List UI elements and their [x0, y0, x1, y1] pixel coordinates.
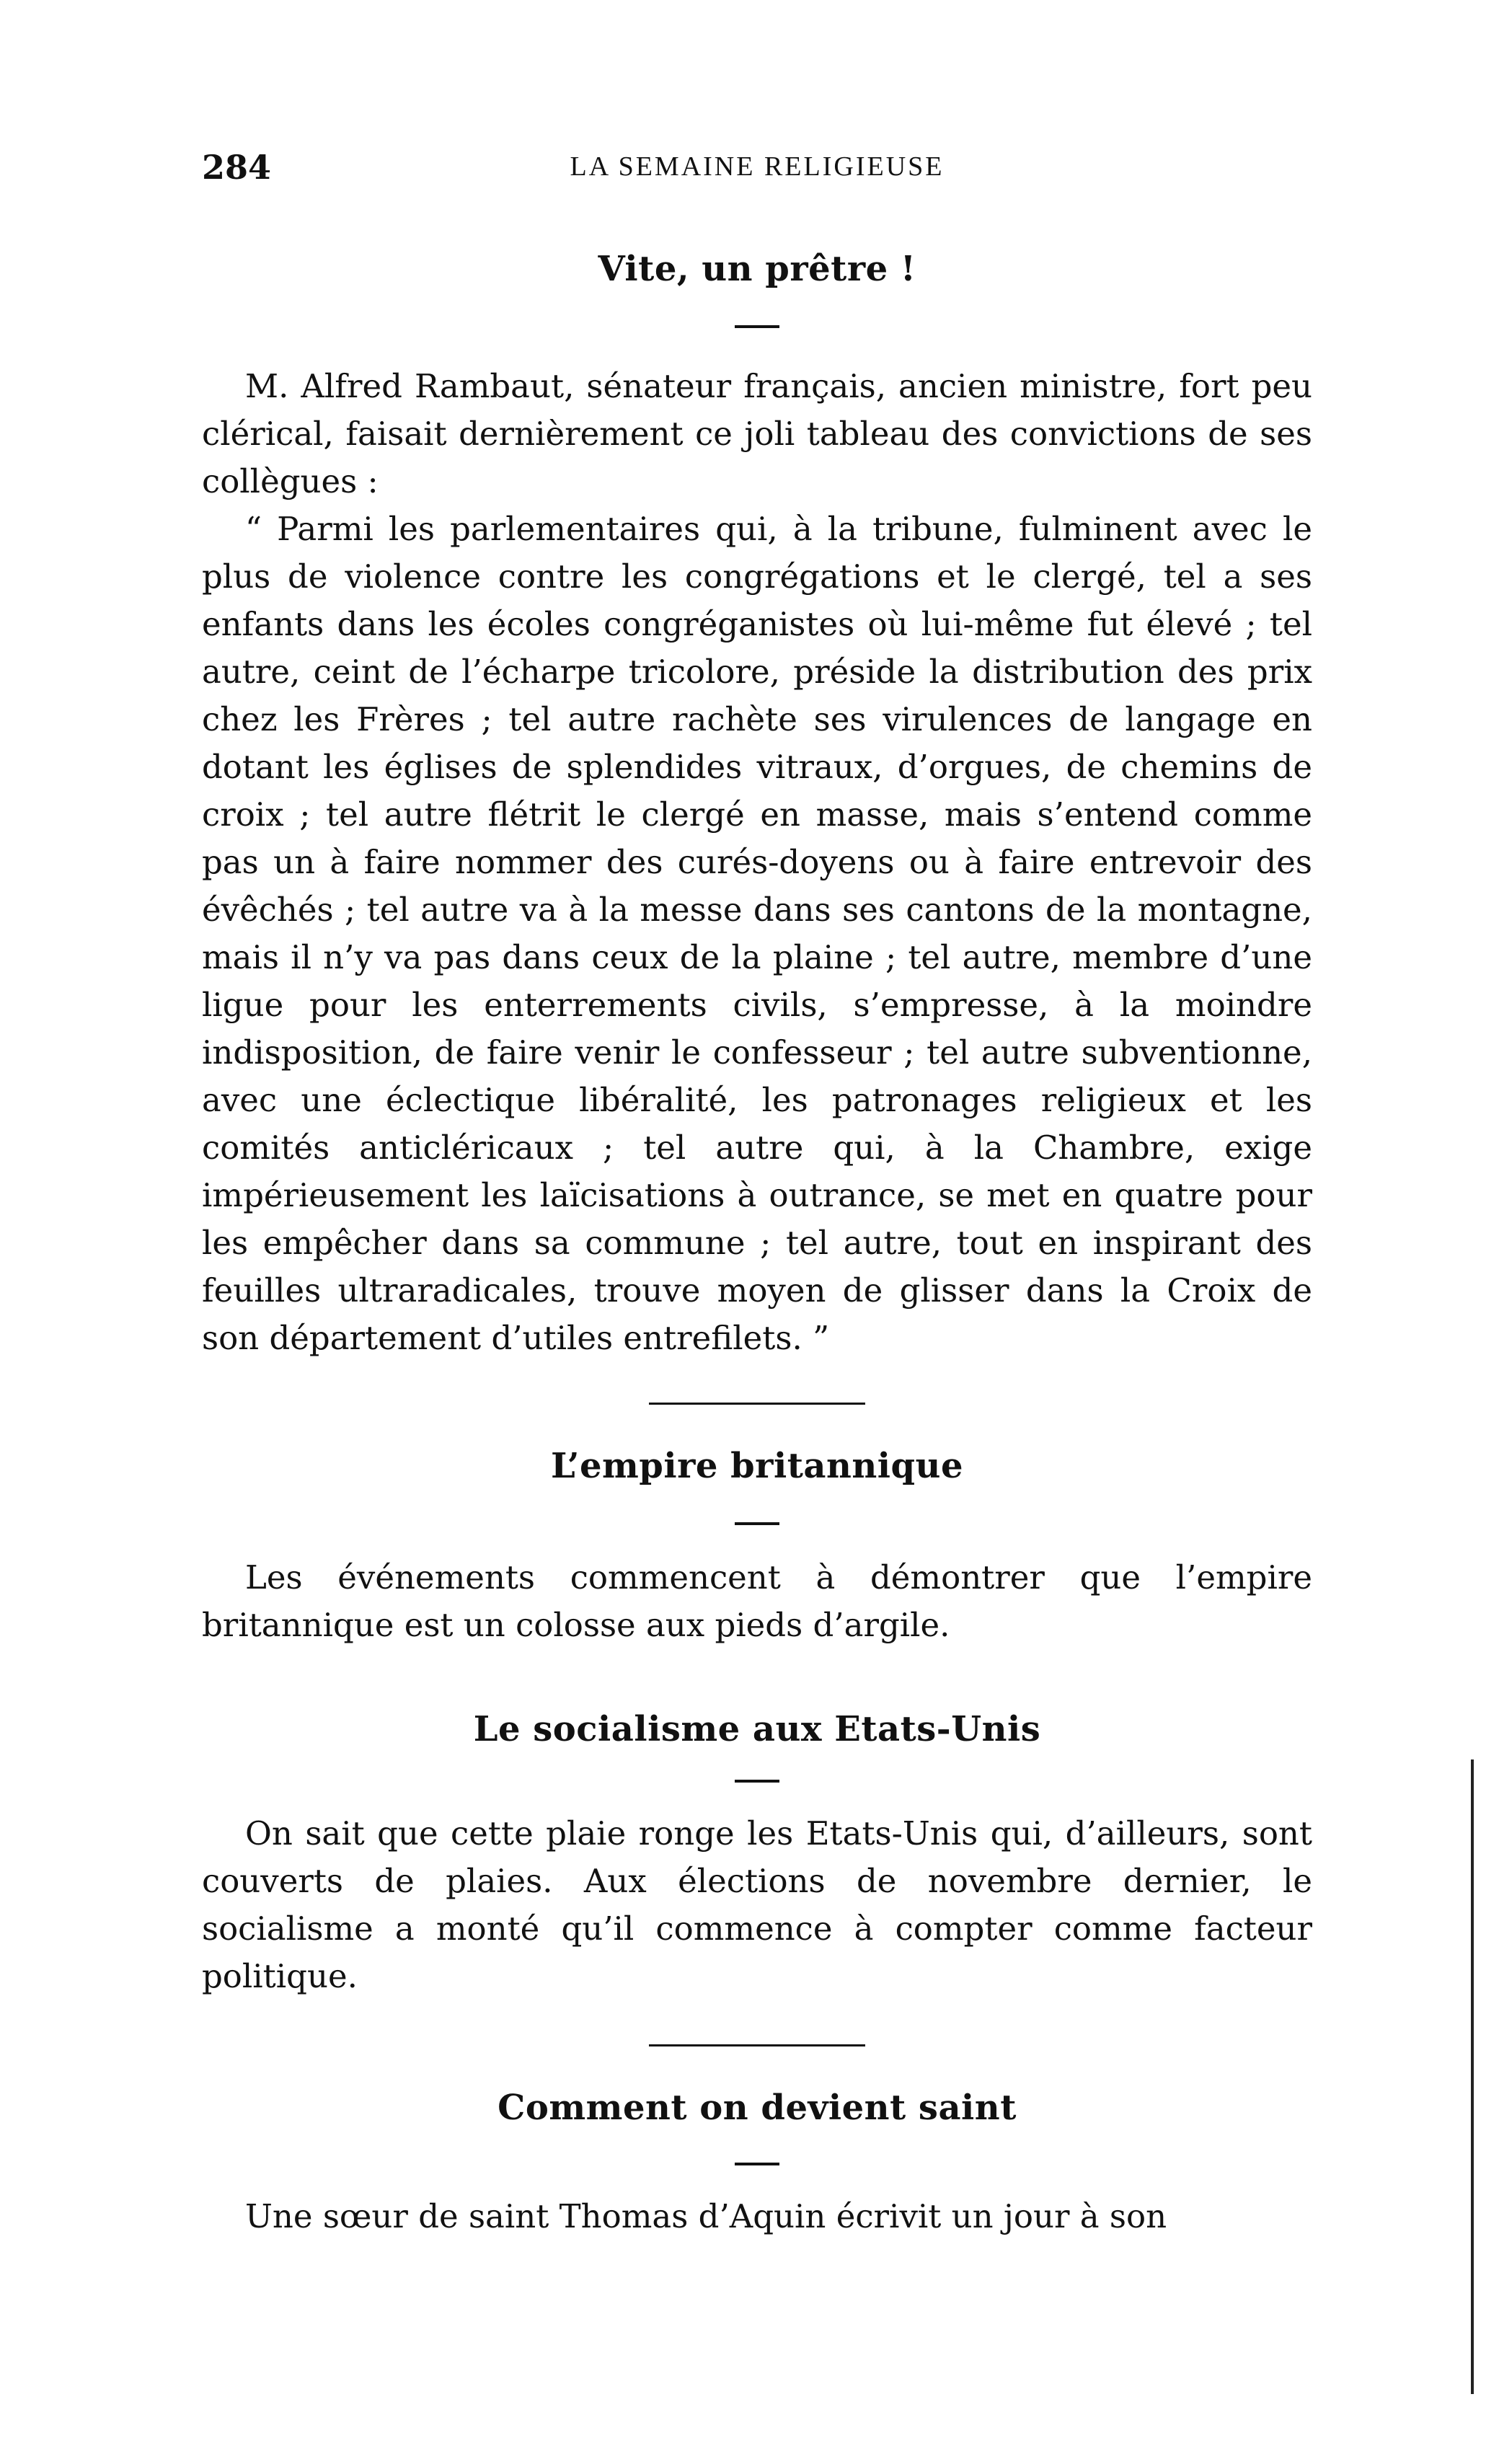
- quote-paragraph: “ Parmi les parlementaires qui, à la tribune, fulminent avec le plus de violence contre les congrégations et le clergé, tel a ses enfants dans les écoles congréganistes où lui-même fut élevé ; tel autre, ceint de l’écharpe tricolore, préside la distribution des prix chez les Frères ; tel autre rachète ses virulences de langage en dotant les églises de splendides vitraux, d’orgues, de chemins de croix ; tel autre flétrit le clergé en masse, mais s’entend comme pas un à faire nommer des curés-doyens ou à faire entrevoir des évêchés ; tel autre va à la messe dans ses cantons de la montagne, mais il n’y va pas dans ceux de la plaine ; tel autre, membre d’une ligue pour les enterrements civils, s’empresse, à la moindre indisposition, de faire venir le confesseur ; tel autre subventionne, avec une éclectique libéralité, les patronages religieux et les comités anticléricaux ; tel autre qui, à la Chambre, exige impérieusement les laïcisations à outrance, se met en quatre pour les empêcher dans sa commune ; tel autre, tout en inspirant des feuilles ultraradicales, trouve moyen de glisser dans la Croix de son département d’utiles entrefilets. ”: [202, 510, 1312, 1357]
- paragraph: Les événements commencent à démontrer que l’empire britannique est un colosse aux pieds d’argile.: [202, 1558, 1312, 1644]
- section-empire-britannique: [202, 1446, 1312, 1649]
- divider-rule: [649, 1403, 865, 1405]
- section-vite-un-pretre: [202, 249, 1312, 1362]
- divider-rule: [649, 2044, 865, 2046]
- paragraph: On sait que cette plaie ronge les Etats-Unis qui, d’ailleurs, sont couverts de plaies. Aux élections de novembre dernier, le socialisme a monté qu’il commence à compter comme facteur politique.: [202, 1814, 1312, 1995]
- section-divider: [202, 2044, 1312, 2046]
- page-header: [202, 148, 1312, 191]
- section-comment-devient-saint: [202, 2088, 1312, 2240]
- paragraph: Une sœur de saint Thomas d’Aquin écrivit un jour à son: [245, 2197, 1167, 2235]
- section-socialisme-etats-unis: [202, 1709, 1312, 2000]
- section-title: L’empire britannique: [550, 1446, 963, 1486]
- running-title: LA SEMAINE RELIGIEUSE: [570, 151, 945, 182]
- title-rule: [735, 1780, 779, 1783]
- title-rule: [735, 1522, 779, 1525]
- section-title: Vite, un prêtre !: [598, 249, 916, 289]
- section-title: Le socialisme aux Etats-Unis: [473, 1709, 1041, 1749]
- title-rule: [735, 2163, 779, 2165]
- title-rule: [735, 325, 779, 328]
- scan-edge-line: [1471, 1759, 1474, 2394]
- section-title: Comment on devient saint: [498, 2088, 1017, 2128]
- section-divider: [202, 1403, 1312, 1405]
- page-number: 284: [202, 148, 272, 187]
- paragraph: M. Alfred Rambaut, sénateur français, ancien ministre, fort peu clérical, faisait dernièrement ce joli tableau des convictions de ses collègues :: [202, 367, 1312, 500]
